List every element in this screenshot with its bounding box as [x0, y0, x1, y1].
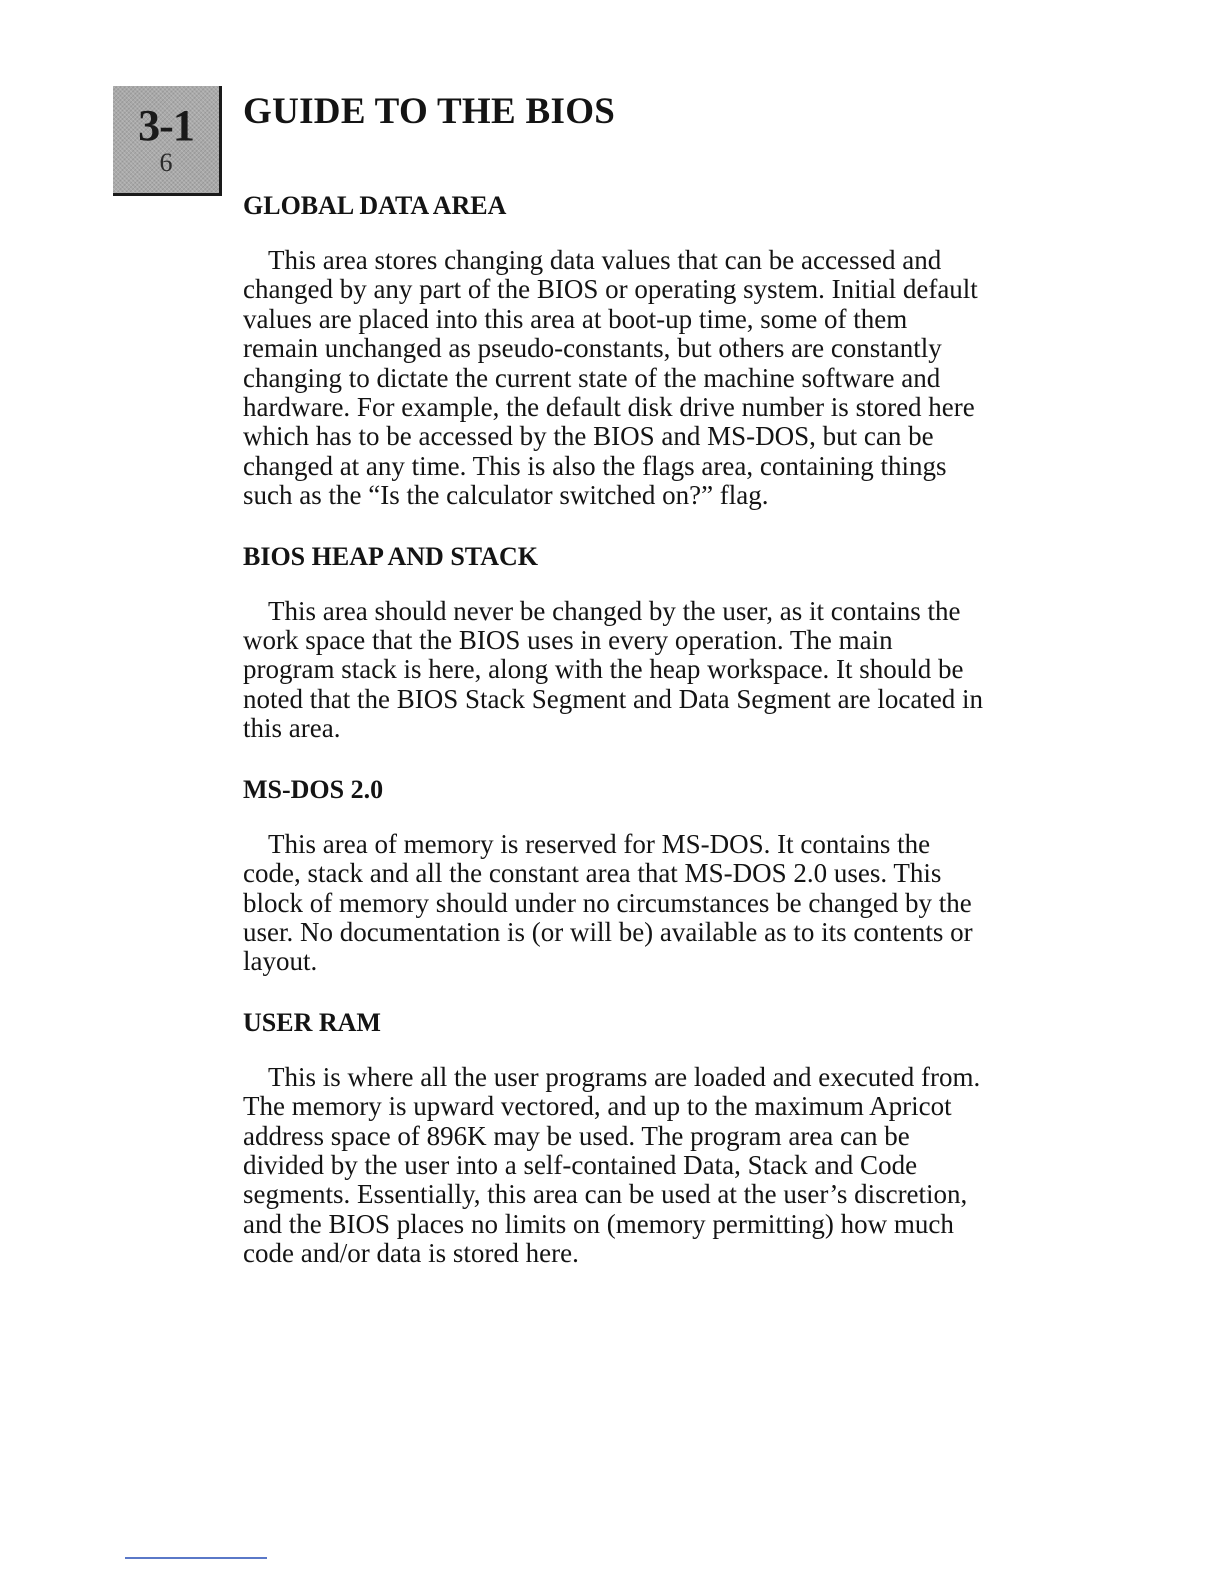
section-body: This area should never be changed by the user, as it contains the work space that the BIOS uses in every operation. The main program stack is here, along with the heap workspace. It should be noted that the BIOS Stack Segment and Data Segment are located in this area. [243, 595, 984, 744]
section-bios-heap-and-stack [243, 537, 988, 744]
section-heading: GLOBAL DATA AREA [243, 191, 507, 220]
section-ms-dos [243, 770, 988, 977]
page-title: GUIDE TO THE BIOS [243, 91, 616, 132]
section-tab [113, 86, 222, 196]
section-body: This is where all the user programs are loaded and executed from. The memory is upward vectored, and up to the maximum Apricot address space of 896K may be used. The program area can be divided by the user into a self-contained Data, Stack and Code segments. Essentially, this area can be used at the user’s discretion, and the BIOS places no limits on (memory permitting) how much code and/or data is stored here. [243, 1061, 981, 1269]
section-heading: BIOS HEAP AND STACK [243, 541, 538, 571]
section-heading: MS-DOS 2.0 [243, 774, 384, 804]
section-heading: USER RAM [243, 1007, 381, 1037]
section-user-ram [243, 1003, 988, 1269]
page-content [243, 186, 988, 1269]
section-subnumber: 6 [159, 148, 173, 177]
footer-divider [125, 1557, 267, 1559]
section-number: 3-1 [138, 101, 194, 150]
section-global-data-area [243, 186, 988, 511]
section-body: This area of memory is reserved for MS-DOS. It contains the code, stack and all the constant area that MS-DOS 2.0 uses. This block of memory should under no circumstances be changed by the user. No documentation is (or will be) available as to its contents or layout. [243, 828, 973, 977]
section-body: This area stores changing data values that can be accessed and changed by any part of the BIOS or operating system. Initial default values are placed into this area at boot-up time, some of them remain unchanged as pseudo-constants, but others are constantly changing to dictate the current state of the machine software and hardware. For example, the default disk drive number is stored here which has to be accessed by the BIOS and MS-DOS, but can be changed at any time. This is also the flags area, containing things such as the “Is the calculator switched on?” flag. [243, 245, 978, 511]
